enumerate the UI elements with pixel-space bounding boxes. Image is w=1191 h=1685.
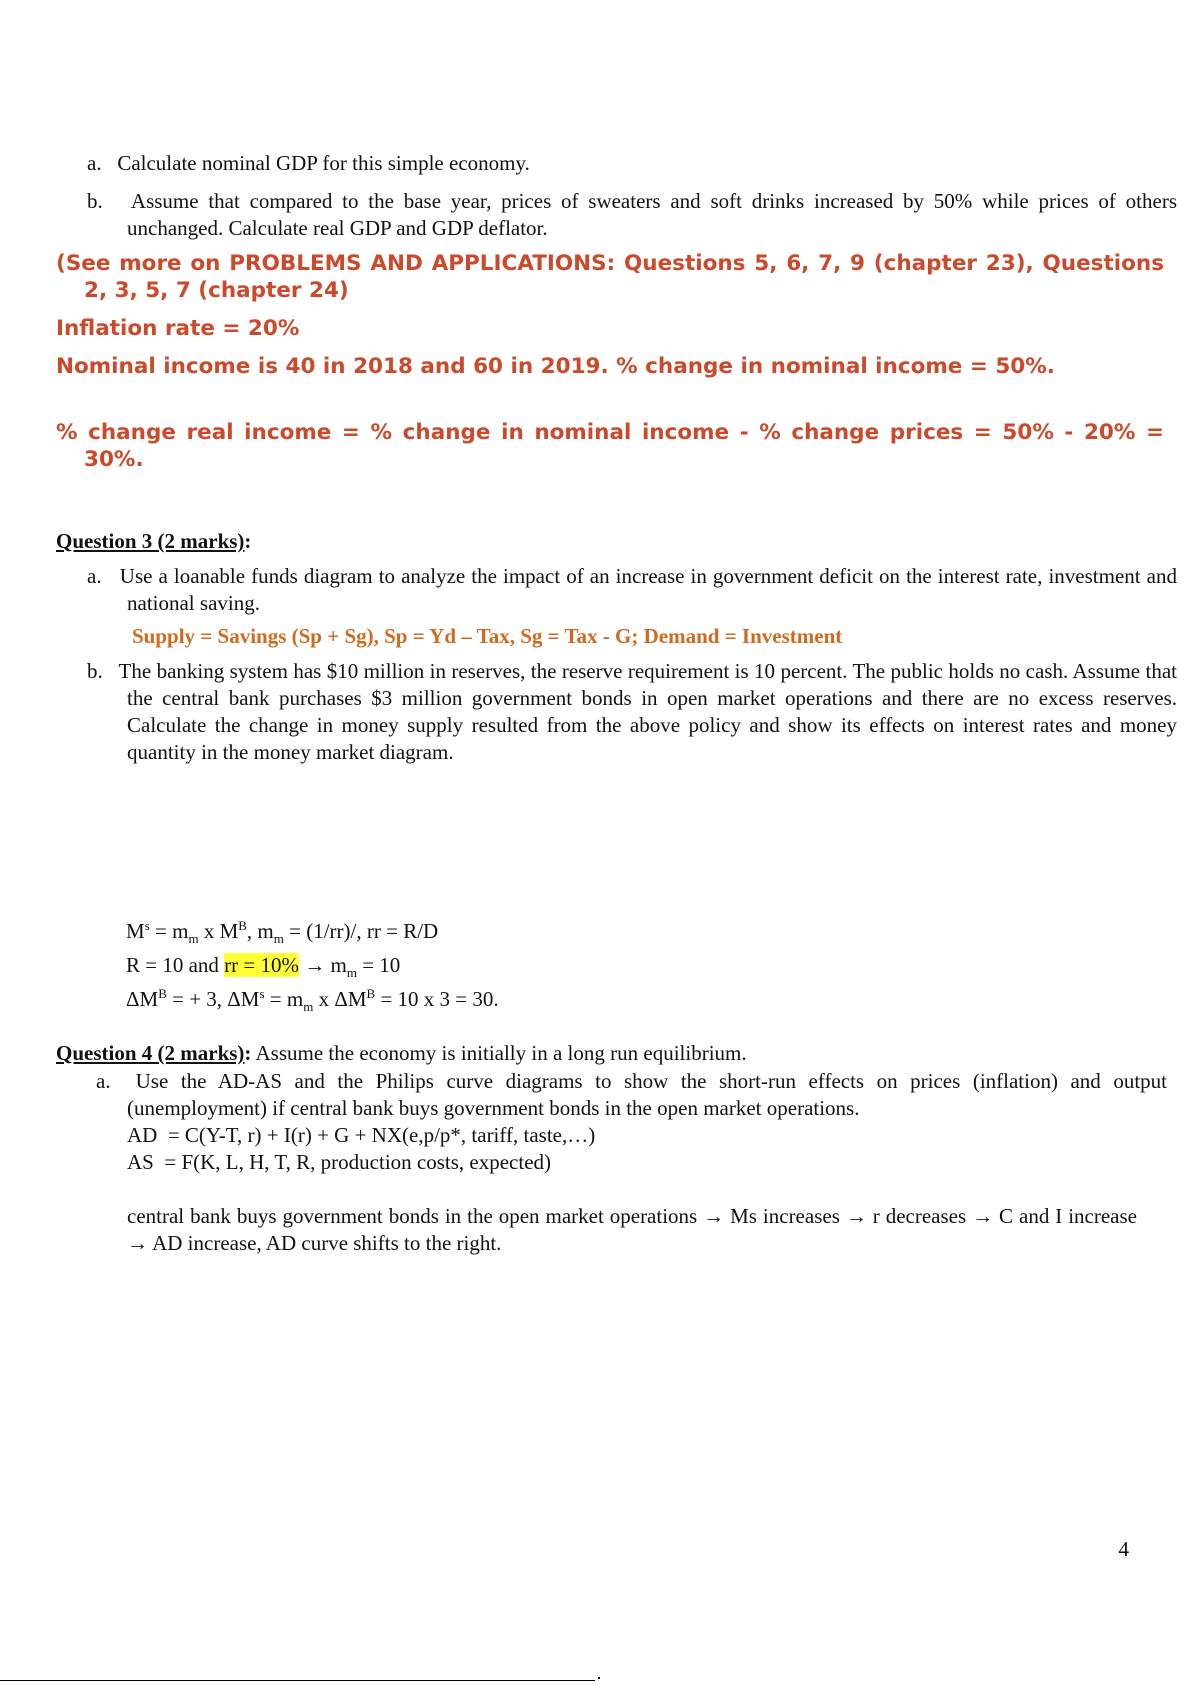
nominal-income-answer: Nominal income is 40 in 2018 and 60 in 2019. % change in nominal income = 50%.: [56, 354, 1055, 379]
q3-b-text: The banking system has $10 million in reserves, the reserve requirement is 10 percent. The public holds no cash. Assume that the central bank purchases $3 million government bonds in open market operations and there are no excess reserves. Calculate the change in money supply resulted from the above policy and show its effects on interest rates and money quantity in the money market diagram.: [118, 659, 1177, 764]
formula-line-1: $M^s = m_m$ x $M^B$, $m_m = (1/rr)/$, rr = R/D: [126, 918, 439, 947]
see-more-note: (See more on PROBLEMS AND APPLICATIONS: Questions 5, 6, 7, 9 (chapter 23), Questions 2, 3, 5, 7 (chapter 24): [56, 251, 1164, 303]
page-number: 4: [1118, 1537, 1129, 1561]
q3-b-marker: b.: [87, 659, 103, 683]
highlighted-rr: rr = 10%: [224, 953, 299, 977]
real-income-answer: % change real income = % change in nominal income - % change prices = 50% - 20% = 30%.: [56, 420, 1164, 472]
q2-b-text: Assume that compared to the base year, prices of sweaters and soft drinks increased by 50% while prices of others unchanged. Calculate real GDP and GDP deflator.: [127, 189, 1177, 240]
q3-heading: Question 3 (2 marks): [56, 529, 245, 553]
q3-item-b: [87, 658, 1177, 766]
policy-chain: central bank buys government bonds in the open market operations → Ms increases → r decreases → C and I increase → AD increase, AD curve shifts to the right.: [127, 1204, 1137, 1255]
q2-b-marker: b.: [87, 189, 103, 213]
q4-a-text: Use the AD-AS and the Philips curve diagrams to show the short-run effects on prices (inflation) and output (unemployment) if central bank buys government bonds in the open market operations.: [127, 1069, 1167, 1120]
as-equation: AS = F(K, L, H, T, R, production costs, expected): [127, 1150, 552, 1174]
q3-heading-line: Question 3 (2 marks):: [56, 529, 252, 553]
q4-a-marker: a.: [96, 1069, 111, 1093]
footer-rule: [0, 1680, 595, 1681]
q2-item-a: [87, 150, 1165, 177]
q3-a-text: Use a loanable funds diagram to analyze the impact of an increase in government deficit on the interest rate, investment and national saving.: [119, 564, 1177, 615]
q2-a-text: Calculate nominal GDP for this simple economy.: [117, 151, 530, 175]
formula-line-2: R = 10 and rr = $10\% \to m_m = 10$: [126, 953, 401, 981]
q3-item-a: [87, 563, 1177, 617]
q3-a-answer: Supply = Savings (Sp + Sg), Sp = Yd – Tax, Sg = Tax - G; Demand = Investment: [132, 624, 843, 648]
q2-a-marker: a.: [87, 151, 102, 175]
footer-dot: [598, 1677, 600, 1679]
q3-a-marker: a.: [87, 564, 102, 588]
money-formulas: [126, 914, 1026, 1016]
q4-heading-line: Question 4 (2 marks): Assume the economy is initially in a long run equilibrium.: [56, 1041, 747, 1065]
q4-heading: Question 4 (2 marks): [56, 1041, 245, 1065]
ad-equation: AD = C(Y-T, r) + I(r) + G + NX(e,p/p*, tariff, taste,…): [127, 1123, 596, 1147]
q4-intro: Assume the economy is initially in a long run equilibrium.: [251, 1041, 747, 1065]
inflation-answer: Inflation rate = 20%: [56, 316, 300, 341]
formula-line-3: $\Delta M^B$ = + 3, $\Delta M^s = m_m$ x $\Delta M^B = 10$ x 3 = 30.: [126, 986, 499, 1015]
q4-item-a: [96, 1068, 1167, 1122]
q2-item-b: [87, 188, 1177, 242]
